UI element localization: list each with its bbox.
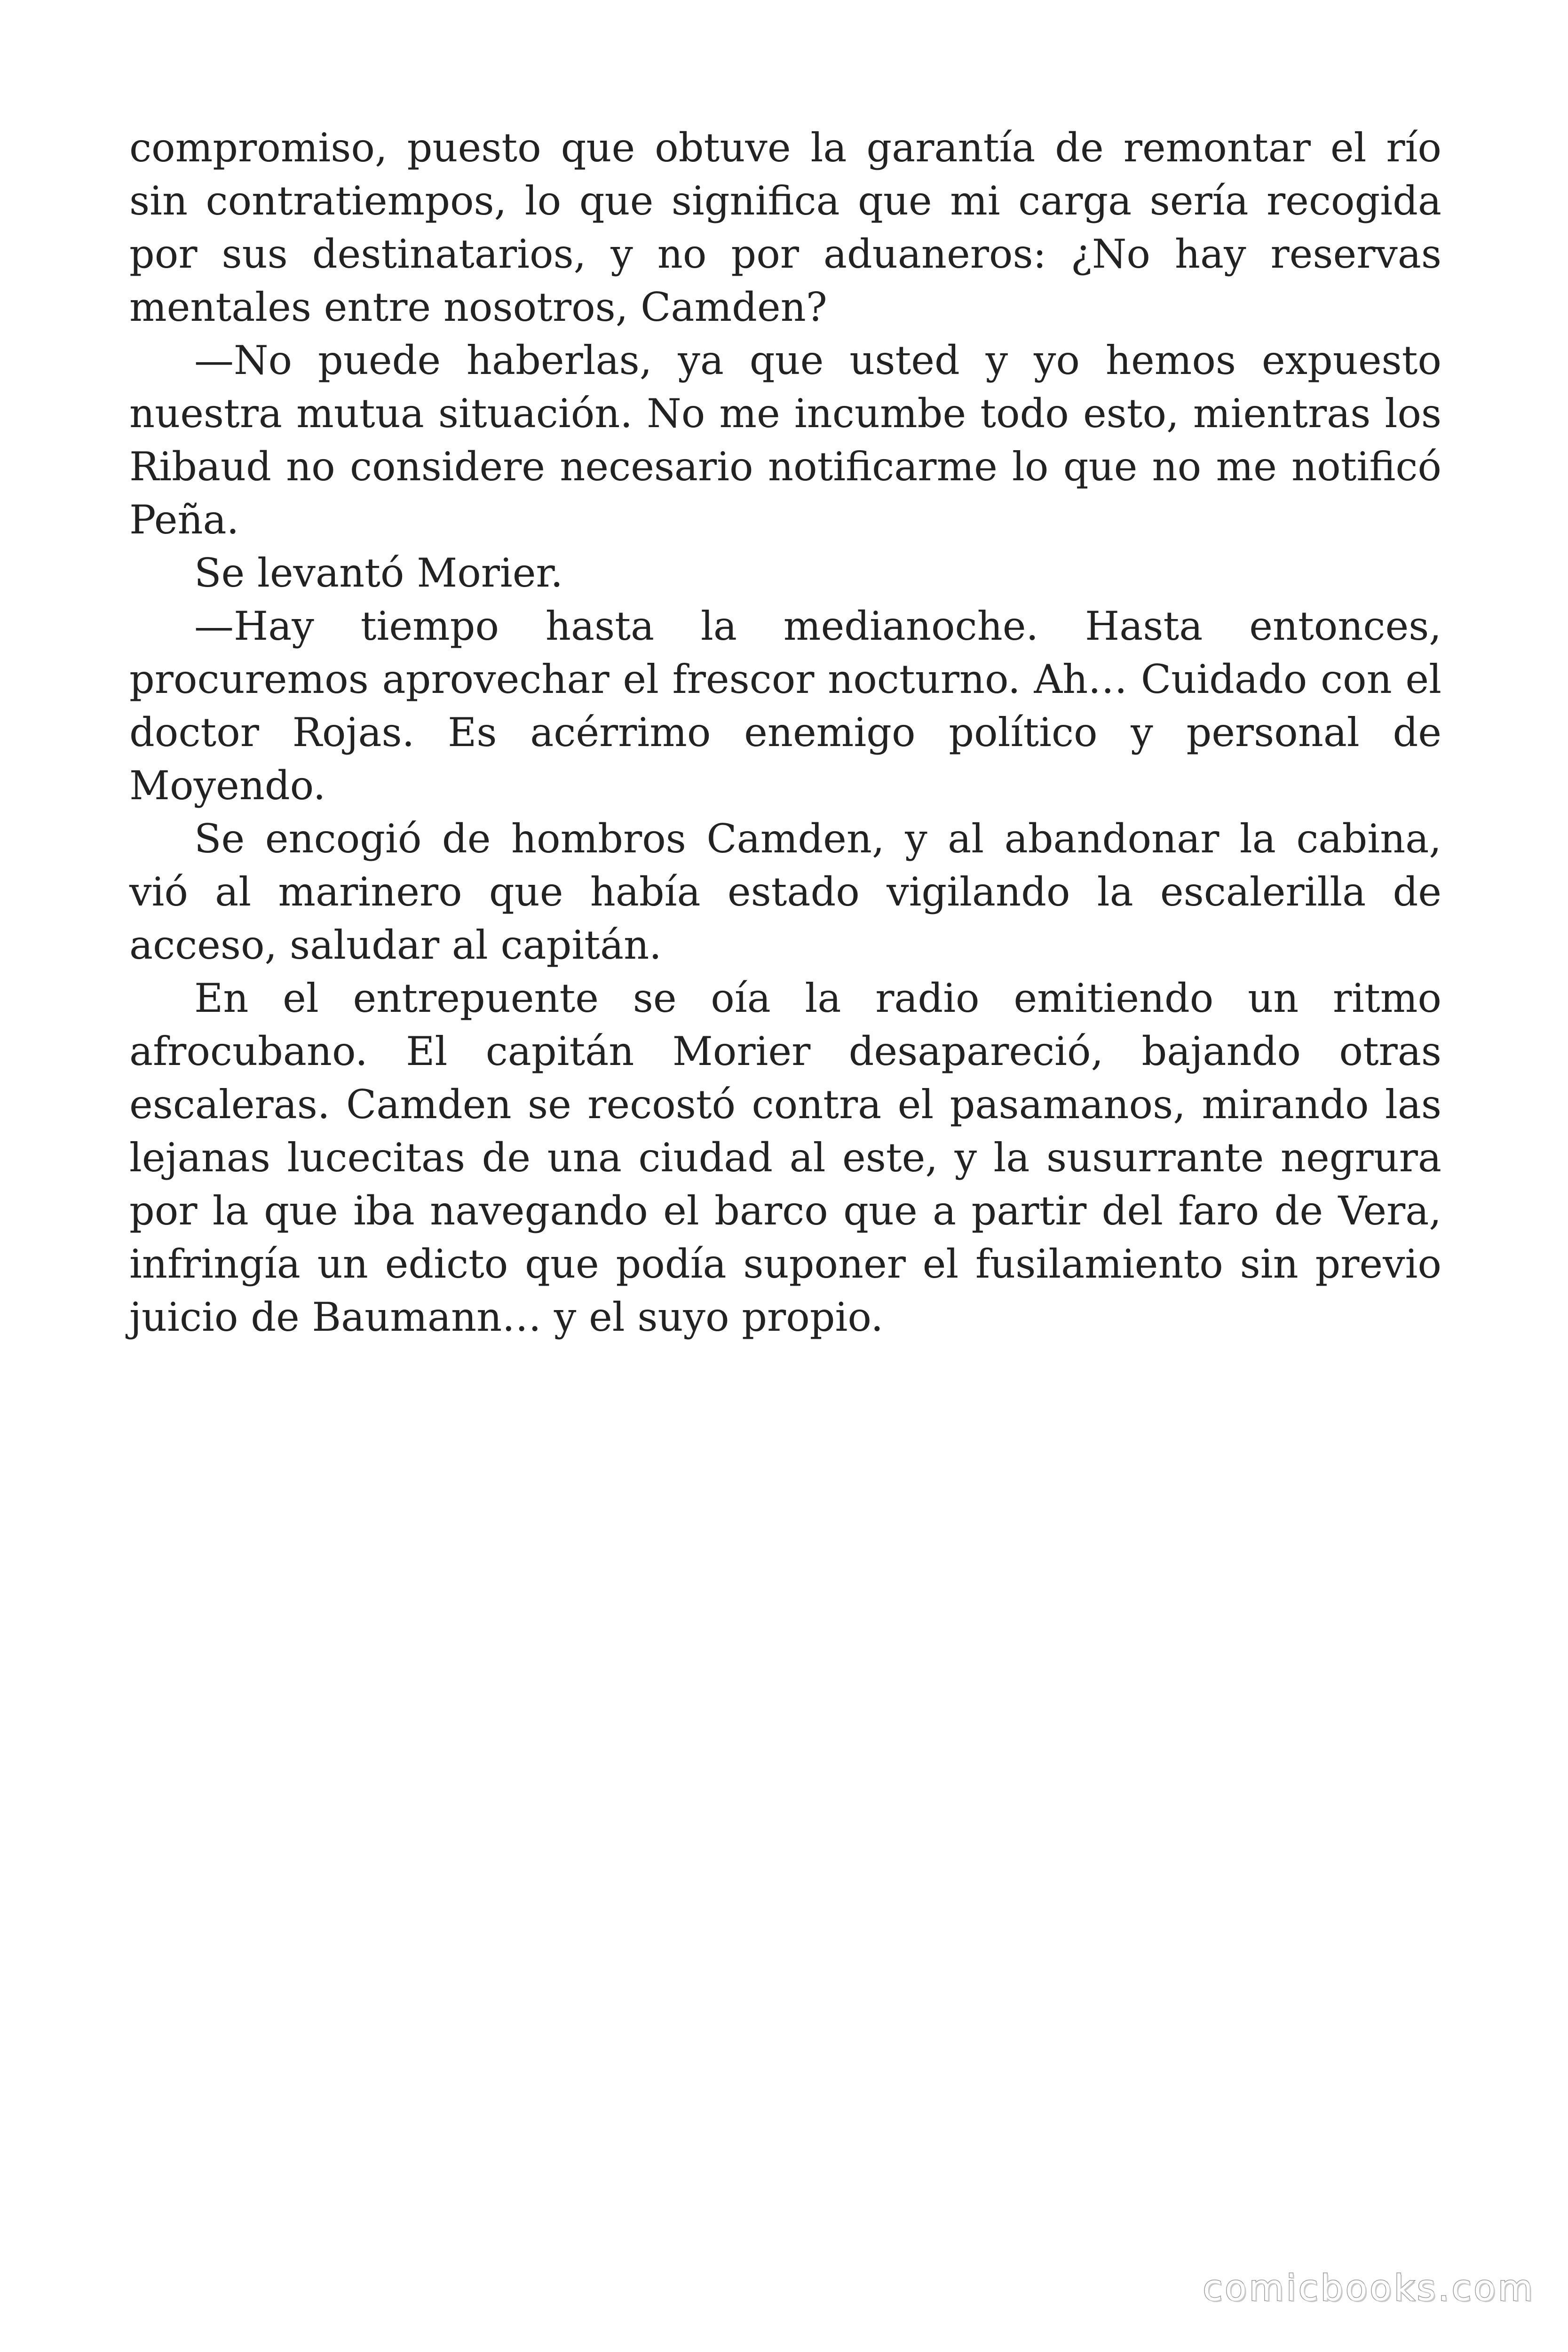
paragraph-3: Se levantó Morier.: [194, 550, 563, 596]
paragraph-4: —Hay tiempo hasta la medianoche. Hasta entonces, procuremos aprovechar el frescor nocturno. Ah… Cuidado con el doctor Rojas. Es acérrimo enemigo político y personal de Moyendo.: [129, 603, 1441, 809]
paragraph-5: Se encogió de hombros Camden, y al abandonar la cabina, vió al marinero que había estado vigilando la escalerilla de acceso, saludar al capitán.: [129, 816, 1441, 968]
body-text: [129, 121, 1441, 1344]
paragraph-2: —No puede haberlas, ya que usted y yo hemos expuesto nuestra mutua situación. No me incumbe todo esto, mientras los Ribaud no considere necesario notificarme lo que no me notificó Peña.: [129, 337, 1441, 543]
paragraph-1: compromiso, puesto que obtuve la garantía de remontar el río sin contratiempos, lo que significa que mi carga sería recogida por sus destinatarios, y no por aduaneros: ¿No hay reservas mentales entre nosotros, Camden?: [129, 125, 1441, 330]
paragraph-6: En el entrepuente se oía la radio emitiendo un ritmo afrocubano. El capitán Morier desapareció, bajando otras escaleras. Camden se recostó contra el pasamanos, mirando las lejanas lucecitas de una ciudad al este, y la susurrante negrura por la que iba navegando el barco que a partir del faro de Vera, infringía un edicto que podía suponer el fusilamiento sin previo juicio de Baumann… y el suyo propio.: [129, 975, 1441, 1340]
watermark: comicbooks.com: [1203, 2267, 1535, 2309]
